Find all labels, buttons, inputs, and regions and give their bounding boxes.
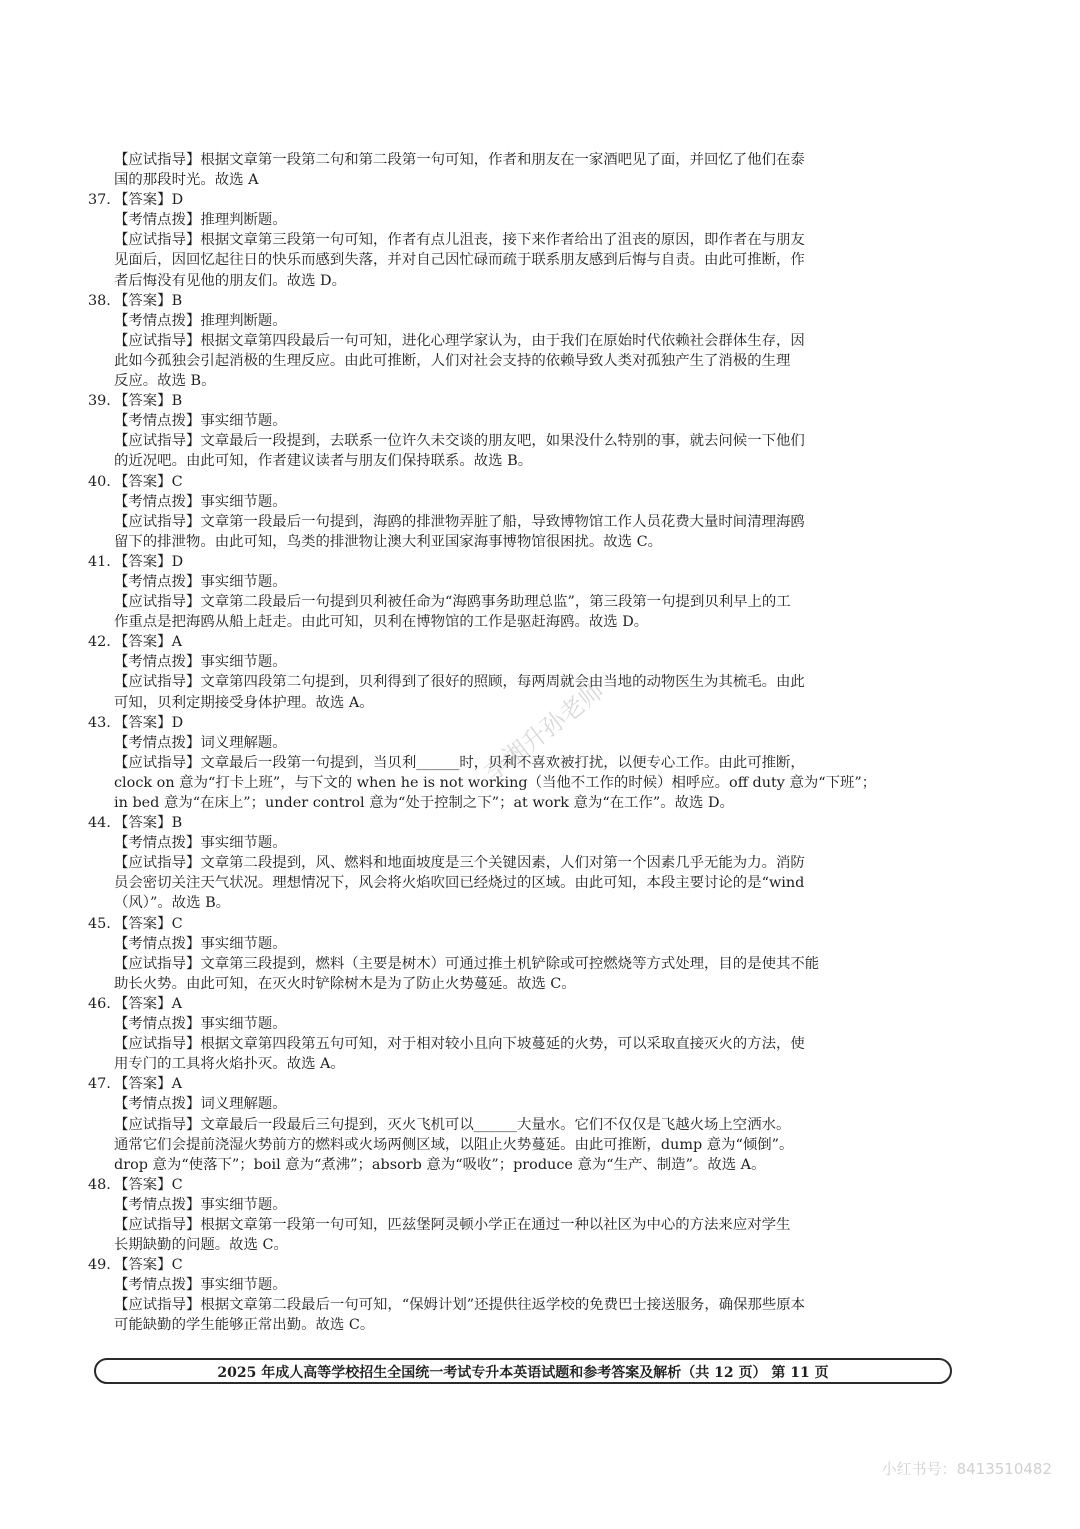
text-line: 【考情点拨】事实细节题。 (114, 413, 287, 430)
text-line: 【考情点拨】词义理解题。 (114, 734, 287, 751)
text-line: in bed 意为“在床上”；under control 意为“处于控制之下”；at work 意为“在工作”。故选 D。 (114, 795, 734, 811)
answer-item (88, 552, 968, 632)
text-line: 通常它们会提前浇湿火势前方的燃料或火场两侧区域，以阻止火势蔓延。由此可推断，dump 意为“倾倒”。 (114, 1136, 794, 1153)
text-line: （风）”。故选 B。 (114, 895, 231, 912)
answer-item (88, 190, 968, 290)
answer-line (88, 914, 968, 934)
question-number: 42. (88, 634, 111, 651)
answer-text: 【答案】C (114, 1257, 183, 1274)
answer-text: 【答案】C (114, 473, 183, 490)
text-line: 【应试指导】文章最后一段第一句提到，当贝利______时，贝利不喜欢被打扰，以便专心工作。由此可推断， (114, 754, 805, 771)
text-line: 者后悔没有见他的朋友们。故选 D。 (114, 272, 346, 289)
text-line: 【考情点拨】事实细节题。 (114, 654, 287, 671)
answer-item (88, 994, 968, 1074)
text-line: 见面后，因回忆起往日的快乐而感到失落，并对自己因忙碌而疏于联系朋友感到后悔与自责。由此可推断，作 (114, 252, 805, 269)
answer-text: 【答案】A (114, 1076, 182, 1093)
answer-item (88, 813, 968, 913)
answer-item (88, 391, 968, 471)
text-line: 【应试指导】根据文章第二段最后一句可知，“保姆计划”还提供往返学校的免费巴士接送服务，确保那些原本 (114, 1297, 806, 1314)
answer-line (88, 1175, 968, 1195)
answer-text: 【答案】D (114, 553, 184, 570)
answer-line (88, 1074, 968, 1094)
answer-line (88, 291, 968, 311)
text-line: clock on 意为“打卡上班”，与下文的 when he is not working（当他不工作的时候）相呼应。off duty 意为“下班”； (114, 774, 877, 791)
answer-text: 【答案】D (114, 714, 184, 731)
text-line: 此如今孤独会引起消极的生理反应。由此可推断，人们对社会支持的依赖导致人类对孤独产生了消极的生理 (114, 352, 791, 369)
question-number: 49. (88, 1257, 111, 1274)
text-line: 【应试指导】根据文章第三段第一句可知，作者有点儿沮丧，接下来作者给出了沮丧的原因，即作者在与朋友 (114, 232, 805, 249)
text-line: 【应试指导】根据文章第四段第五句可知，对于相对较小且向下坡蔓延的火势，可以采取直接灭火的方法，使 (114, 1036, 805, 1053)
text-line: 【应试指导】根据文章第一段第一句可知，匹兹堡阿灵顿小学正在通过一种以社区为中心的方法来应对学生 (114, 1216, 791, 1233)
answer-text: 【答案】C (114, 915, 183, 932)
text-line: 可知，贝利定期接受身体护理。故选 A。 (114, 694, 374, 711)
text-line: 的近况吧。由此可知，作者建议读者与朋友们保持联系。故选 B。 (114, 453, 533, 470)
text-line: 【考情点拨】事实细节题。 (114, 1196, 287, 1213)
text-line: 【应试指导】文章第一段最后一句提到，海鸥的排泄物弄脏了船，导致博物馆工作人员花费大量时间清理海鸥 (114, 513, 805, 530)
text-line: 【考情点拨】事实细节题。 (114, 493, 287, 510)
text-line: 【考情点拨】推理判断题。 (114, 212, 287, 229)
text-line: 【应试指导】文章第三段提到，燃料（主要是树木）可通过推土机铲除或可控燃烧等方式处理，目的是使其不能 (114, 955, 820, 972)
answer-item (88, 472, 968, 552)
answer-item (88, 1175, 968, 1255)
text-line: 【考情点拨】事实细节题。 (114, 835, 287, 852)
answer-text: 【答案】D (114, 192, 184, 209)
answer-item (88, 1074, 968, 1174)
source-watermark: 小红书号：8413510482 (881, 1460, 1052, 1478)
answer-line (88, 994, 968, 1014)
answer-item (88, 914, 968, 994)
text-line: 可能缺勤的学生能够正常出勤。故选 C。 (114, 1317, 375, 1334)
text-line: 【应试指导】文章最后一段最后三句提到，灭火飞机可以______大量水。它们不仅仅是飞越火场上空洒水。 (114, 1116, 791, 1133)
answer-line (88, 552, 968, 572)
page-footer: 2025 年成人高等学校招生全国统一考试专升本英语试题和参考答案及解析（共 12 页） 第 11 页 (94, 1358, 952, 1384)
answer-line (88, 391, 968, 411)
text-line: 助长火势。由此可知，在灭火时铲除树木是为了防止火势蔓延。故选 C。 (114, 975, 576, 992)
answer-item (88, 632, 968, 712)
text-line: 【应试指导】根据文章第一段第二句和第二段第一句可知，作者和朋友在一家酒吧见了面，并回忆了他们在泰 (114, 152, 805, 168)
text-line: 国的那段时光。故选 A (114, 172, 259, 189)
watermark: 李湘升孙老师 (478, 676, 610, 787)
question-number: 40. (88, 473, 111, 490)
text-line: 长期缺勤的问题。故选 C。 (114, 1237, 288, 1254)
answer-line (88, 813, 968, 833)
text-line: 【考情点拨】事实细节题。 (114, 1277, 287, 1294)
text-line: drop 意为“使落下”；boil 意为“煮沸”；absorb 意为“吸收”；produce 意为“生产、制造”。故选 A。 (114, 1156, 766, 1173)
question-number: 48. (88, 1176, 111, 1193)
answer-text: 【答案】C (114, 1176, 183, 1193)
question-number: 37. (88, 192, 111, 209)
answer-text: 【答案】B (114, 815, 183, 832)
question-number: 39. (88, 393, 111, 410)
text-line: 【应试指导】文章最后一段提到，去联系一位许久未交谈的朋友吧，如果没什么特别的事，就去问候一下他们 (114, 433, 805, 450)
text-line: 【应试指导】文章第四段第二句提到，贝利得到了很好的照顾，每两周就会由当地的动物医生为其梳毛。由此 (114, 674, 805, 691)
text-line: 【考情点拨】事实细节题。 (114, 935, 287, 952)
question-number: 44. (88, 815, 111, 832)
question-number: 43. (88, 714, 111, 731)
text-line: 员会密切关注天气状况。理想情况下，风会将火焰吹回已经烧过的区域。由此可知，本段主要讨论的是“wind (114, 875, 805, 892)
text-line: 用专门的工具将火焰扑灭。故选 A。 (114, 1056, 345, 1073)
text-line: 【应试指导】根据文章第四段最后一句可知，进化心理学家认为，由于我们在原始时代依赖社会群体生存，因 (114, 332, 805, 349)
question-number: 38. (88, 292, 111, 309)
question-number: 45. (88, 915, 111, 932)
text-line: 反应。故选 B。 (114, 373, 216, 390)
text-line: 【考情点拨】事实细节题。 (114, 1016, 287, 1033)
text-line: 【考情点拨】推理判断题。 (114, 312, 287, 329)
answer-item (88, 1255, 968, 1335)
intro-block (88, 150, 968, 190)
text-line: 留下的排泄物。由此可知，鸟类的排泄物让澳大利亚国家海事博物馆很困扰。故选 C。 (114, 533, 663, 550)
answer-line (88, 472, 968, 492)
question-number: 46. (88, 995, 111, 1012)
answer-text: 【答案】A (114, 995, 182, 1012)
text-line: 【应试指导】文章第二段最后一句提到贝利被任命为“海鸥事务助理总监”，第三段第一句提到贝利早上的工 (114, 594, 791, 611)
question-number: 41. (88, 553, 111, 570)
answer-line (88, 1255, 968, 1275)
question-number: 47. (88, 1076, 111, 1093)
answer-line (88, 190, 968, 210)
text-line: 【考情点拨】词义理解题。 (114, 1096, 287, 1113)
answer-text: 【答案】A (114, 634, 182, 651)
answer-item (88, 291, 968, 391)
text-line: 【应试指导】文章第二段提到，风、燃料和地面坡度是三个关键因素，人们对第一个因素几乎无能为力。消防 (114, 855, 805, 872)
answer-text: 【答案】B (114, 393, 183, 410)
answer-line (88, 632, 968, 652)
text-line: 【考情点拨】事实细节题。 (114, 573, 287, 590)
text-line: 作重点是把海鸥从船上赶走。由此可知，贝利在博物馆的工作是驱赶海鸥。故选 D。 (114, 614, 649, 631)
answer-text: 【答案】B (114, 292, 183, 309)
